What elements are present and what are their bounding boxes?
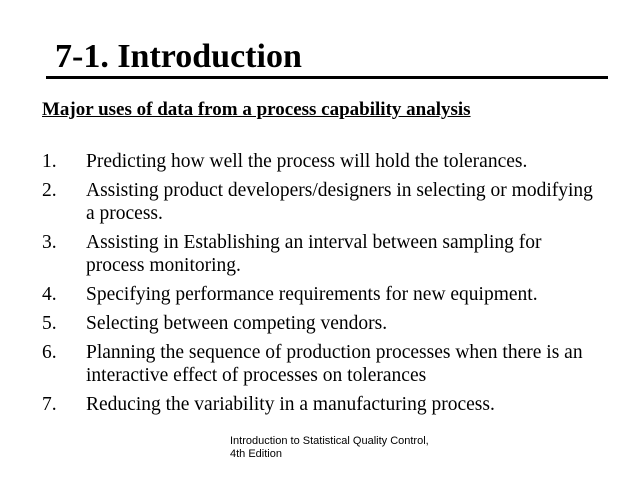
list-item-number: 1.	[42, 151, 57, 172]
list-item-text: Specifying performance requirements for new equipment.	[86, 284, 538, 305]
list-item	[42, 179, 602, 225]
list-item-number: 6.	[42, 342, 57, 363]
list-item-number: 3.	[42, 232, 57, 253]
list-item-text: Assisting in Establishing an interval between sampling for process monitoring.	[86, 232, 542, 276]
list-item-text: Planning the sequence of production processes when there is an interactive effect of processes on tolerances	[86, 342, 583, 386]
list-item	[42, 231, 602, 277]
slide-footer	[230, 435, 429, 461]
title-underline-rule	[46, 76, 608, 79]
list-item	[42, 341, 602, 387]
list-item-text: Predicting how well the process will hold the tolerances.	[86, 151, 528, 172]
list-item	[42, 283, 602, 306]
list-item-text: Assisting product developers/designers in selecting or modifying a process.	[86, 180, 593, 224]
list-item-number: 2.	[42, 180, 57, 201]
list-item-number: 4.	[42, 284, 57, 305]
footer-edition: 4th Edition	[230, 448, 282, 460]
list-item	[42, 150, 602, 173]
footer-book-title: Introduction to Statistical Quality Control,	[230, 435, 429, 447]
list-item-number: 7.	[42, 394, 57, 415]
list-item	[42, 393, 602, 416]
list-item-text: Reducing the variability in a manufacturing process.	[86, 394, 495, 415]
list-item-number: 5.	[42, 313, 57, 334]
slide-subtitle: Major uses of data from a process capability analysis	[42, 99, 471, 120]
uses-list	[42, 150, 602, 422]
list-item	[42, 312, 602, 335]
slide-title: 7-1. Introduction	[55, 38, 302, 75]
list-item-text: Selecting between competing vendors.	[86, 313, 388, 334]
